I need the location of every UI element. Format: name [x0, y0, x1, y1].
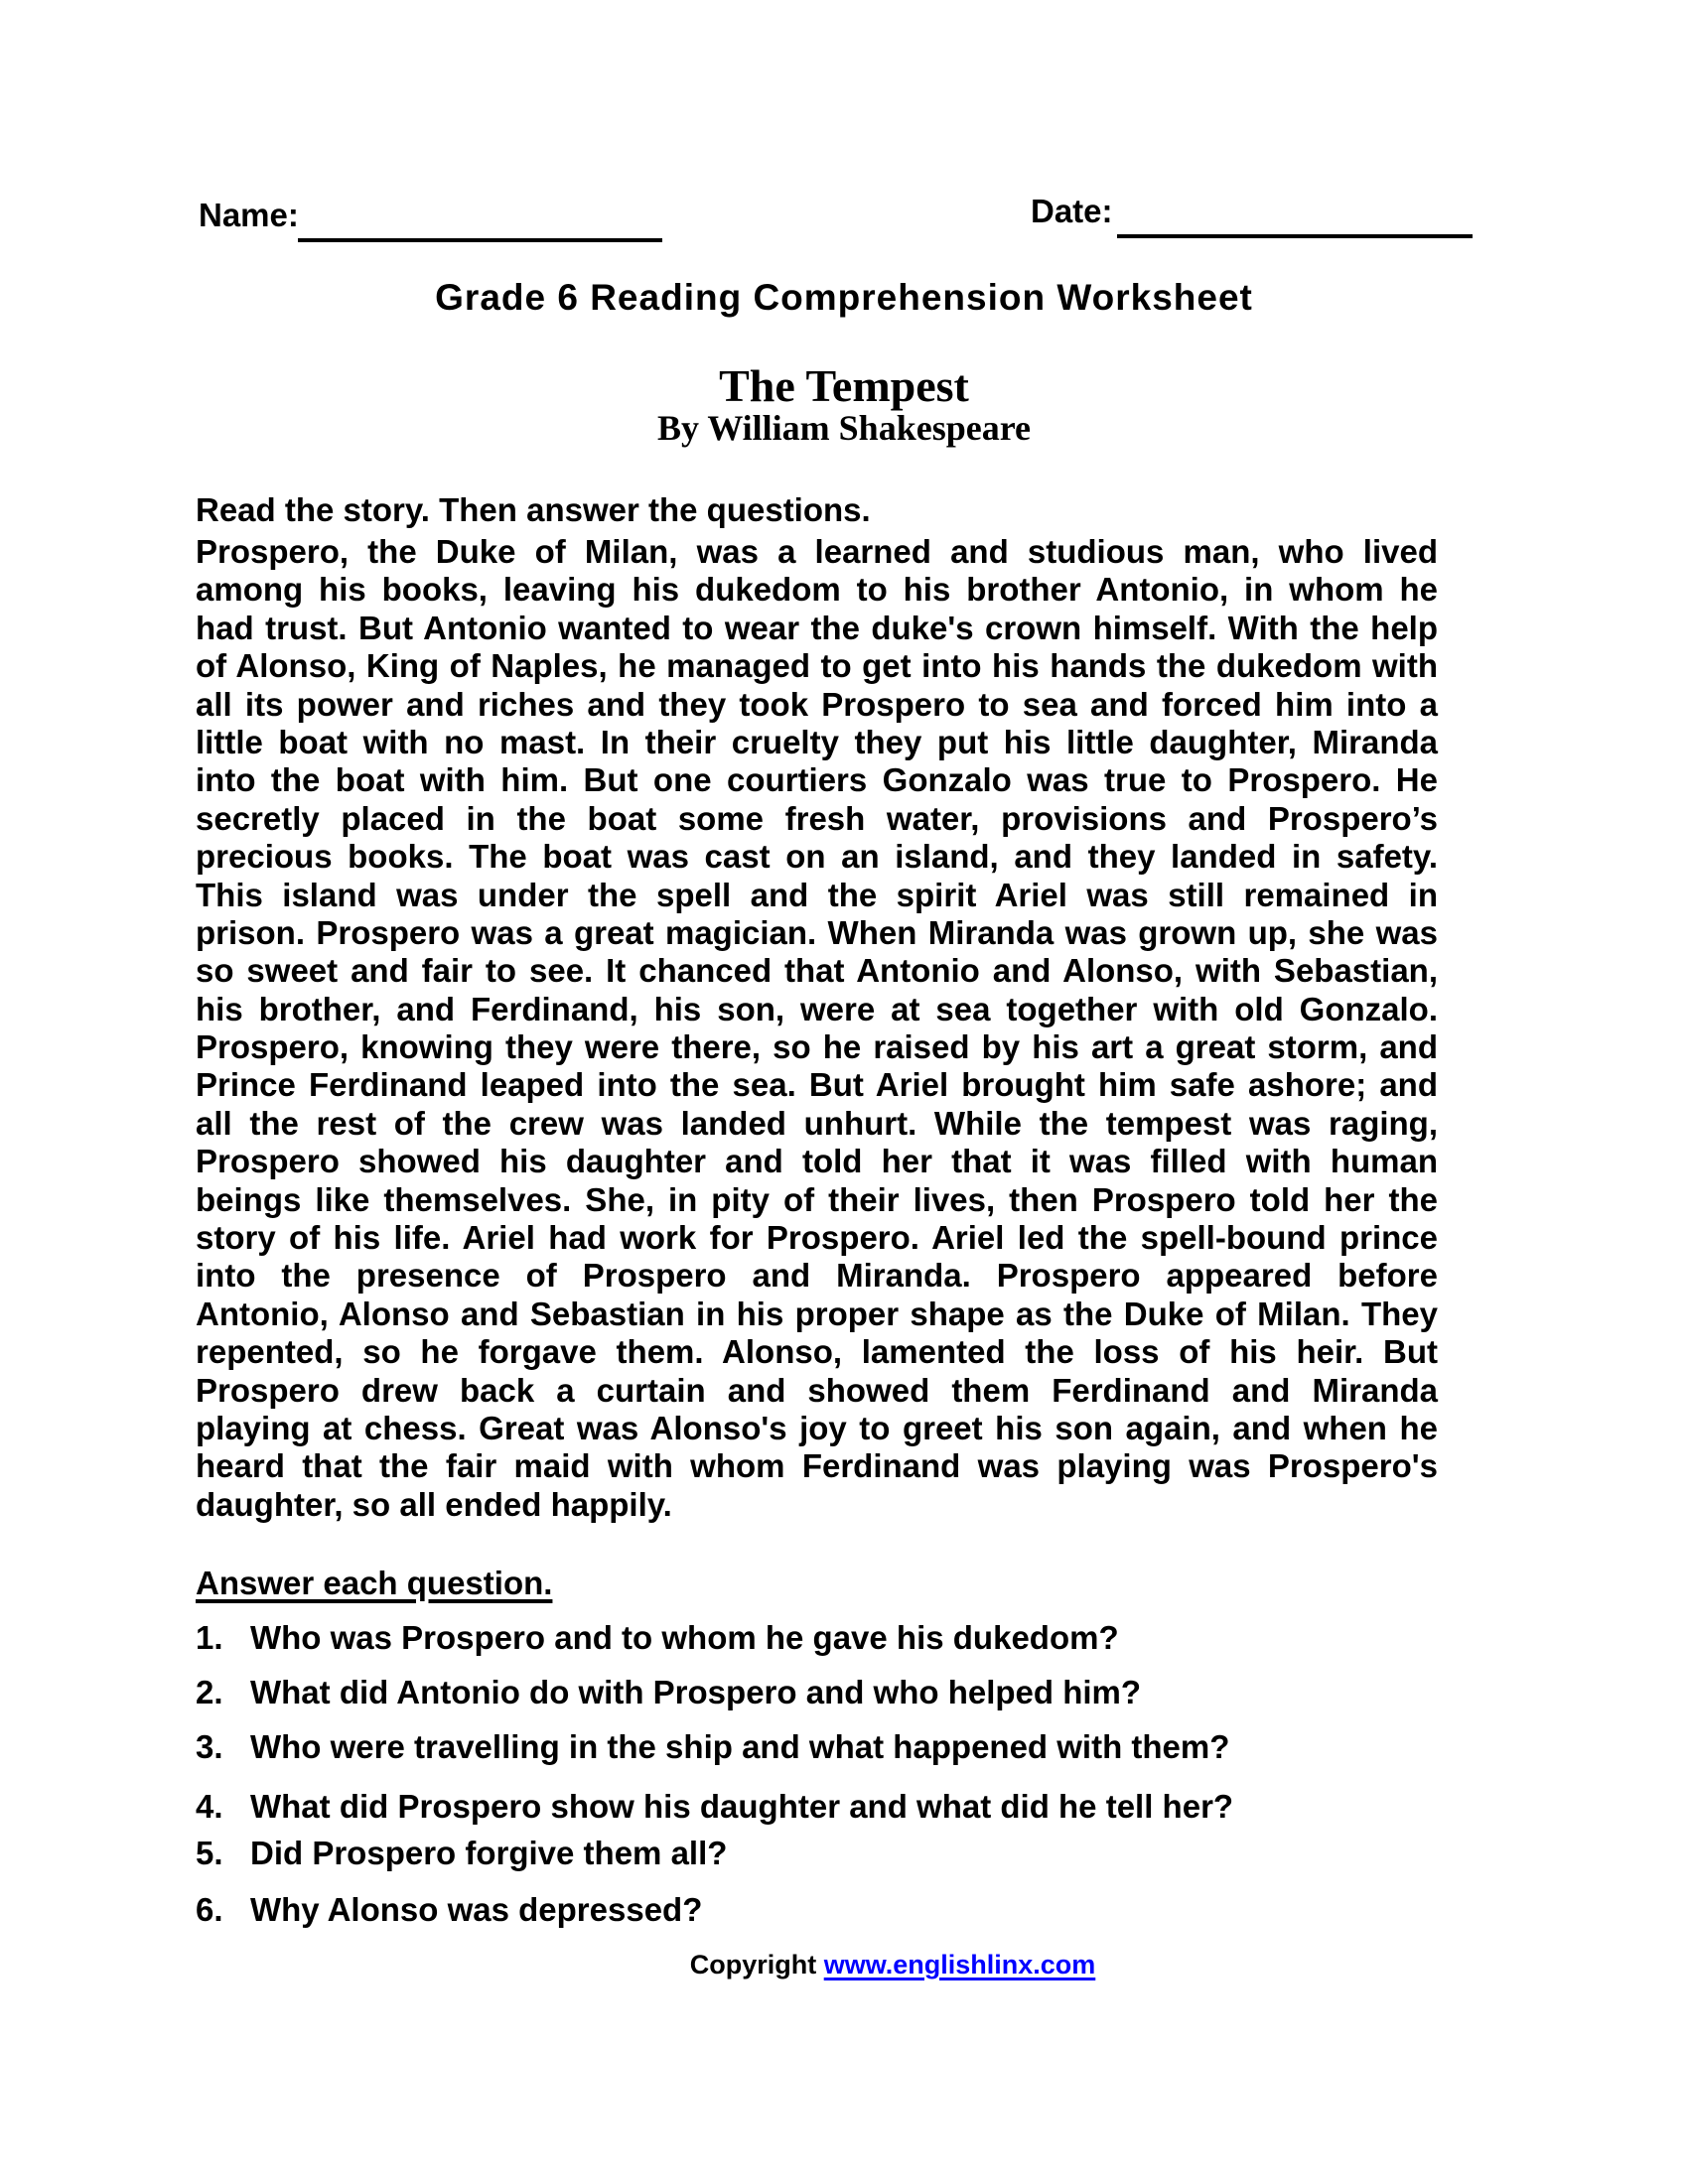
story-line: little boat with no mast. In their cruelty they put his little daughter, Miranda — [196, 723, 1438, 760]
story-line: had trust. But Antonio wanted to wear the duke's crown himself. With the help — [196, 609, 1438, 646]
story-line: among his books, leaving his dukedom to his brother Antonio, in whom he — [196, 571, 1438, 609]
story-line: secretly placed in the boat some fresh water, provisions and Prospero’s — [196, 799, 1438, 837]
story-line: repented, so he forgave them. Alonso, lamented the loss of his heir. But — [196, 1333, 1438, 1371]
question-number: 5. — [196, 1835, 223, 1871]
question-number: 2. — [196, 1674, 223, 1710]
story-line: all its power and riches and they took Prospero to sea and forced him into a — [196, 685, 1438, 723]
question-number: 1. — [196, 1619, 223, 1656]
name-label: Name: — [199, 197, 299, 233]
story-line: This island was under the spell and the spirit Ariel was still remained in — [196, 876, 1438, 913]
question-text: Did Prospero forgive them all? — [250, 1835, 728, 1871]
read-instruction: Read the story. Then answer the questions. — [196, 491, 871, 528]
story-line: all the rest of the crew was landed unhurt. While the tempest was raging, — [196, 1104, 1438, 1142]
story-line: Prospero drew back a curtain and showed them Ferdinand and Miranda — [196, 1371, 1438, 1409]
story-byline: By William Shakespeare — [656, 408, 1032, 448]
story-line: prison. Prospero was a great magician. When Miranda was grown up, she was — [196, 913, 1438, 951]
answer-heading: Answer each question. — [196, 1565, 553, 1601]
story-line: so sweet and fair to see. It chanced that Antonio and Alonso, with Sebastian, — [196, 952, 1438, 990]
question-item — [196, 1727, 1438, 1767]
question-item — [196, 1890, 1438, 1930]
question-text: Who was Prospero and to whom he gave his dukedom? — [250, 1619, 1119, 1656]
date-label: Date: — [1031, 193, 1113, 229]
story-line: Prospero, knowing they were there, so he raised by his art a great storm, and — [196, 1028, 1438, 1066]
story-line: of Alonso, King of Naples, he managed to get into his hands the dukedom with — [196, 647, 1438, 685]
story-line: Prospero, the Duke of Milan, was a learned and studious man, who lived — [196, 533, 1438, 570]
story-paragraph — [196, 533, 1438, 1524]
story-line: Prospero showed his daughter and told her that it was filled with human — [196, 1143, 1438, 1180]
copyright-text: Copyright — [689, 1950, 824, 1979]
story-line: into the boat with him. But one courtiers Gonzalo was true to Prospero. He — [196, 761, 1438, 799]
story-line: into the presence of Prospero and Miranda. Prospero appeared before — [196, 1257, 1438, 1295]
question-text: What did Prospero show his daughter and what did he tell her? — [250, 1788, 1234, 1825]
story-line: beings like themselves. She, in pity of their lives, then Prospero told her the — [196, 1180, 1438, 1218]
question-text: Why Alonso was depressed? — [250, 1891, 703, 1928]
question-item — [196, 1618, 1438, 1658]
story-line: Antonio, Alonso and Sebastian in his proper shape as the Duke of Milan. They — [196, 1295, 1438, 1332]
story-title: The Tempest — [719, 360, 969, 411]
story-line: story of his life. Ariel had work for Prospero. Ariel led the spell-bound prince — [196, 1219, 1438, 1257]
question-item — [196, 1787, 1438, 1827]
copyright-line — [97, 1948, 1688, 1981]
question-text: Who were travelling in the ship and what happened with them? — [250, 1728, 1230, 1765]
question-item — [196, 1673, 1438, 1712]
story-line: Prince Ferdinand leaped into the sea. But Ariel brought him safe ashore; and — [196, 1066, 1438, 1104]
story-line: heard that the fair maid with whom Ferdinand was playing was Prospero's — [196, 1447, 1438, 1485]
page-title: Grade 6 Reading Comprehension Worksheet — [435, 277, 1253, 318]
date-blank-line — [1117, 234, 1473, 238]
story-line: precious books. The boat was cast on an island, and they landed in safety. — [196, 838, 1438, 876]
englishlinx-link[interactable]: www.englishlinx.com — [823, 1950, 1096, 1979]
question-text: What did Antonio do with Prospero and who helped him? — [250, 1674, 1142, 1710]
name-blank-line — [298, 238, 662, 242]
question-item — [196, 1834, 1438, 1873]
question-number: 4. — [196, 1788, 223, 1825]
story-line: his brother, and Ferdinand, his son, were at sea together with old Gonzalo. — [196, 990, 1438, 1027]
question-number: 6. — [196, 1891, 223, 1928]
question-number: 3. — [196, 1728, 223, 1765]
story-line: daughter, so all ended happily. — [196, 1485, 672, 1523]
story-line: playing at chess. Great was Alonso's joy to greet his son again, and when he — [196, 1409, 1438, 1446]
